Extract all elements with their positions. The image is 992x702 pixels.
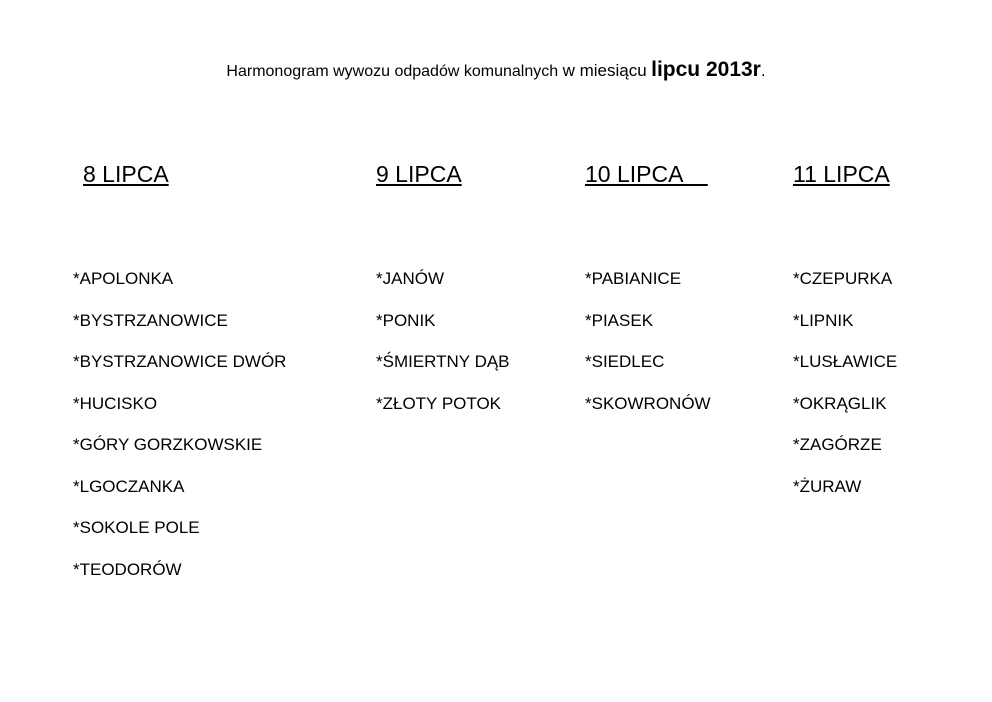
locality-item: *OKRĄGLIK — [793, 393, 887, 413]
locality-item: *ZAGÓRZE — [793, 435, 882, 454]
locality-item: *APOLONKA — [73, 269, 174, 288]
locality-item: *GÓRY GORZKOWSKIE — [73, 435, 263, 454]
schedule-column-1 — [73, 158, 287, 579]
locality-item: *CZEPURKA — [793, 269, 893, 288]
schedule-column-3 — [585, 158, 711, 413]
locality-list — [793, 258, 897, 507]
title-part-1: Harmonogram wywozu odpadów komunalnych — [226, 63, 559, 80]
date-heading: 10 LIPCA — [585, 161, 708, 187]
locality-item: *PABIANICE — [585, 269, 682, 288]
document-title — [0, 58, 992, 82]
title-period: . — [760, 61, 766, 80]
locality-item: *SKOWRONÓW — [585, 393, 711, 413]
locality-item: *ZŁOTY POTOK — [376, 393, 502, 413]
locality-item: *BYSTRZANOWICE DWÓR — [73, 352, 287, 371]
locality-item: *JANÓW — [376, 269, 444, 288]
schedule-column-4 — [793, 158, 898, 496]
locality-item: *BYSTRZANOWICE — [73, 310, 228, 330]
title-month-year: lipcu 2013r — [651, 58, 761, 81]
schedule-column-2 — [376, 158, 510, 413]
locality-item: *SOKOLE POLE — [73, 518, 200, 537]
locality-list — [73, 258, 286, 590]
locality-item: *LIPNIK — [793, 310, 854, 330]
locality-item: *LUSŁAWICE — [793, 352, 898, 371]
locality-item: *SIEDLEC — [585, 352, 665, 371]
date-heading: 9 LIPCA — [376, 161, 462, 187]
locality-item: *LGOCZANKA — [73, 476, 185, 496]
locality-item: *HUCISKO — [73, 393, 158, 413]
locality-list — [376, 258, 510, 424]
locality-item: *PIASEK — [585, 310, 654, 330]
title-part-2: w miesiącu — [562, 61, 647, 80]
locality-item: *TEODORÓW — [73, 559, 182, 579]
locality-item: *ŚMIERTNY DĄB — [376, 352, 510, 371]
locality-item: *PONIK — [376, 310, 436, 330]
date-heading: 11 LIPCA — [793, 161, 890, 187]
date-heading: 8 LIPCA — [83, 161, 169, 187]
locality-item: *ŻURAW — [793, 476, 862, 496]
locality-list — [585, 258, 711, 424]
